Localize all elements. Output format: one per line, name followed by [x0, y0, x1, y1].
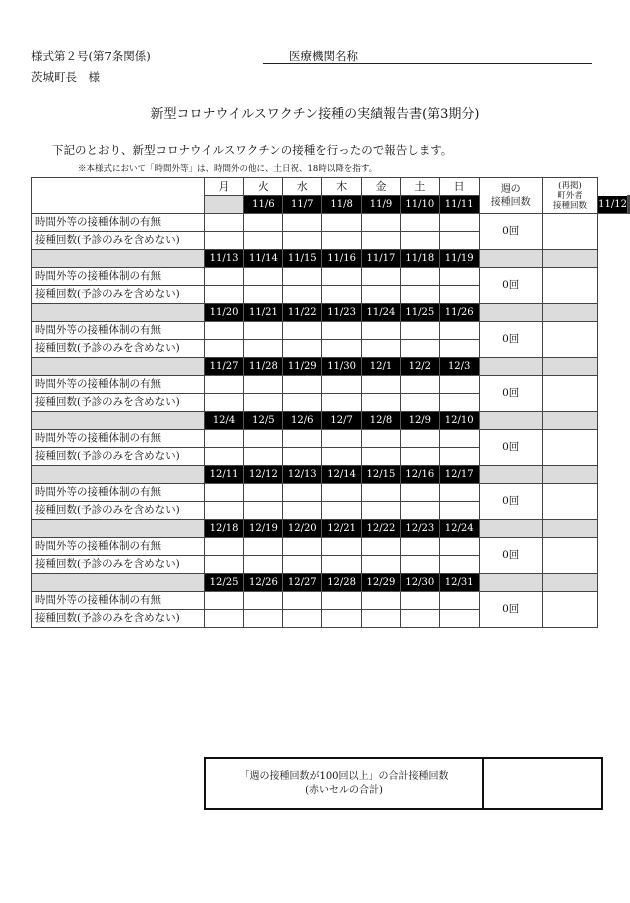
count-input-cell[interactable]: [322, 448, 362, 466]
count-input-cell[interactable]: [439, 340, 479, 358]
count-input-cell[interactable]: [244, 394, 283, 412]
date-cell: 11/8: [322, 196, 362, 214]
system-input-cell[interactable]: [400, 430, 439, 448]
system-input-cell[interactable]: [204, 538, 244, 556]
date-cell: 11/15: [283, 250, 322, 268]
row-label-count: 接種回数(予診のみを含めない): [32, 394, 205, 412]
row-label-count: 接種回数(予診のみを含めない): [32, 232, 205, 250]
count-input-cell[interactable]: [322, 232, 362, 250]
date-cell: 12/6: [283, 412, 322, 430]
system-input-cell[interactable]: [400, 322, 439, 340]
date-cell: 12/24: [439, 520, 479, 538]
system-input-cell[interactable]: [322, 592, 362, 610]
date-cell: 12/26: [244, 574, 283, 592]
system-input-cell[interactable]: [362, 322, 401, 340]
count-input-cell[interactable]: [283, 286, 322, 304]
system-input-cell[interactable]: [244, 376, 283, 394]
row-label-system: 時間外等の接種体制の有無: [32, 592, 205, 610]
system-input-cell[interactable]: [204, 430, 244, 448]
shaded-cell: [629, 196, 630, 214]
system-input-cell[interactable]: [283, 268, 322, 286]
system-input-cell[interactable]: [362, 268, 401, 286]
date-cell: 12/19: [244, 520, 283, 538]
system-input-cell[interactable]: [362, 538, 401, 556]
facility-name-label: 医療機関名称: [289, 49, 358, 63]
shaded-cell: [32, 574, 205, 592]
date-cell: 12/10: [439, 412, 479, 430]
date-cell: 12/27: [283, 574, 322, 592]
count-input-cell[interactable]: [439, 394, 479, 412]
total-label: [205, 758, 483, 809]
shaded-cell: [542, 304, 597, 322]
system-input-cell[interactable]: [439, 268, 479, 286]
outside-count-cell[interactable]: [542, 322, 597, 358]
system-input-cell[interactable]: [322, 376, 362, 394]
corner-cell: [32, 178, 205, 214]
weekly-count-cell: 0回: [479, 376, 542, 412]
system-input-cell[interactable]: [204, 592, 244, 610]
system-input-cell[interactable]: [400, 214, 439, 232]
shaded-cell: [32, 466, 205, 484]
week-date-row: [32, 520, 630, 538]
day-header: 金: [362, 178, 401, 196]
outside-count-cell[interactable]: [542, 268, 597, 304]
week-date-row: [32, 250, 630, 268]
count-input-cell[interactable]: [322, 610, 362, 628]
count-input-cell[interactable]: [400, 502, 439, 520]
system-input-cell[interactable]: [439, 376, 479, 394]
date-cell: 11/17: [362, 250, 401, 268]
system-input-cell[interactable]: [322, 268, 362, 286]
date-cell: 11/20: [204, 304, 244, 322]
shaded-cell: [542, 466, 597, 484]
total-value-field[interactable]: [483, 758, 602, 809]
count-input-cell[interactable]: [439, 448, 479, 466]
row-label-count: 接種回数(予診のみを含めない): [32, 610, 205, 628]
weekly-count-cell: 0回: [479, 214, 542, 250]
shaded-cell: [32, 304, 205, 322]
shaded-cell: [542, 520, 597, 538]
week-date-row: [32, 466, 630, 484]
system-input-cell[interactable]: [204, 376, 244, 394]
date-cell: 11/27: [204, 358, 244, 376]
system-input-cell[interactable]: [322, 430, 362, 448]
shaded-cell: [32, 412, 205, 430]
outside-count-cell[interactable]: [542, 430, 597, 466]
system-input-cell[interactable]: [400, 484, 439, 502]
count-input-cell[interactable]: [204, 394, 244, 412]
count-input-cell[interactable]: [244, 340, 283, 358]
date-cell: 11/24: [362, 304, 401, 322]
count-input-cell[interactable]: [204, 232, 244, 250]
outside-header-line: 接種回数: [552, 200, 587, 211]
date-cell: 11/12: [598, 196, 628, 214]
system-row: [32, 214, 630, 232]
date-cell: 11/16: [322, 250, 362, 268]
shaded-cell: [479, 250, 542, 268]
form-number: 様式第２号(第7条関係): [31, 49, 151, 63]
date-cell: 12/13: [283, 466, 322, 484]
count-input-cell[interactable]: [244, 448, 283, 466]
shaded-cell: [479, 466, 542, 484]
count-input-cell[interactable]: [362, 610, 401, 628]
system-input-cell[interactable]: [362, 592, 401, 610]
row-label-system: 時間外等の接種体制の有無: [32, 214, 205, 232]
weekly-count-cell: 0回: [479, 430, 542, 466]
date-cell: 12/7: [322, 412, 362, 430]
system-input-cell[interactable]: [283, 484, 322, 502]
system-input-cell[interactable]: [439, 484, 479, 502]
shaded-cell: [479, 574, 542, 592]
weekly-count-cell: 0回: [479, 538, 542, 574]
count-input-cell[interactable]: [439, 286, 479, 304]
count-input-cell[interactable]: [400, 394, 439, 412]
system-input-cell[interactable]: [204, 484, 244, 502]
date-cell: 12/2: [400, 358, 439, 376]
shaded-cell: [32, 520, 205, 538]
outside-count-cell[interactable]: [542, 214, 597, 250]
system-input-cell[interactable]: [283, 376, 322, 394]
shaded-cell: [32, 358, 205, 376]
system-row: [32, 322, 630, 340]
date-cell: 11/13: [204, 250, 244, 268]
date-cell: 11/18: [400, 250, 439, 268]
count-input-cell[interactable]: [400, 340, 439, 358]
date-cell: 12/31: [439, 574, 479, 592]
date-cell: 11/30: [322, 358, 362, 376]
count-input-cell[interactable]: [204, 286, 244, 304]
day-header: 木: [322, 178, 362, 196]
date-cell: 11/25: [400, 304, 439, 322]
system-row: [32, 484, 630, 502]
count-input-cell[interactable]: [244, 286, 283, 304]
weekly-count-cell: 0回: [479, 268, 542, 304]
system-input-cell[interactable]: [244, 484, 283, 502]
day-header: 火: [244, 178, 283, 196]
week-date-row: [32, 304, 630, 322]
outside-count-cell[interactable]: [542, 538, 597, 574]
row-label-system: 時間外等の接種体制の有無: [32, 376, 205, 394]
count-input-cell[interactable]: [283, 610, 322, 628]
weekly-count-cell: 0回: [479, 592, 542, 628]
count-input-cell[interactable]: [362, 502, 401, 520]
count-input-cell[interactable]: [362, 286, 401, 304]
count-input-cell[interactable]: [322, 556, 362, 574]
count-input-cell[interactable]: [439, 232, 479, 250]
weekly-count-cell: 0回: [479, 322, 542, 358]
date-cell: 12/11: [204, 466, 244, 484]
date-cell: 12/25: [204, 574, 244, 592]
date-cell: 12/28: [322, 574, 362, 592]
system-input-cell[interactable]: [322, 538, 362, 556]
system-input-cell[interactable]: [283, 592, 322, 610]
shaded-cell: [479, 412, 542, 430]
date-cell: 11/22: [283, 304, 322, 322]
count-input-cell[interactable]: [400, 448, 439, 466]
week-date-row: [32, 358, 630, 376]
system-row: [32, 268, 630, 286]
row-label-system: 時間外等の接種体制の有無: [32, 484, 205, 502]
date-cell: 12/18: [204, 520, 244, 538]
system-input-cell[interactable]: [400, 592, 439, 610]
shaded-cell: [32, 250, 205, 268]
day-header: 日: [439, 178, 479, 196]
date-cell: 11/6: [244, 196, 283, 214]
date-cell: 12/22: [362, 520, 401, 538]
system-input-cell[interactable]: [244, 214, 283, 232]
system-input-cell[interactable]: [244, 592, 283, 610]
date-cell: 12/4: [204, 412, 244, 430]
count-input-cell[interactable]: [204, 448, 244, 466]
count-input-cell[interactable]: [204, 556, 244, 574]
system-input-cell[interactable]: [244, 268, 283, 286]
system-input-cell[interactable]: [362, 430, 401, 448]
date-cell: 11/9: [362, 196, 401, 214]
total-label-line: 「週の接種回数が100回以上」の合計接種回数: [239, 770, 449, 782]
date-cell: 12/8: [362, 412, 401, 430]
count-input-cell[interactable]: [362, 394, 401, 412]
count-input-cell[interactable]: [322, 286, 362, 304]
row-label-count: 接種回数(予診のみを含めない): [32, 556, 205, 574]
shaded-cell: [542, 412, 597, 430]
recipient: 茨城町長 様: [31, 70, 100, 84]
total-table: [204, 757, 603, 810]
count-input-cell[interactable]: [283, 556, 322, 574]
shaded-cell: [479, 304, 542, 322]
system-input-cell[interactable]: [439, 538, 479, 556]
date-cell: 12/14: [322, 466, 362, 484]
facility-name-field[interactable]: [263, 63, 592, 64]
date-cell: 12/16: [400, 466, 439, 484]
weekly-count-header: [479, 178, 542, 214]
shaded-cell: [542, 358, 597, 376]
count-input-cell[interactable]: [322, 394, 362, 412]
date-cell: 12/9: [400, 412, 439, 430]
shaded-cell: [542, 574, 597, 592]
weekly-header-line: 週の: [500, 183, 521, 195]
date-cell: 12/23: [400, 520, 439, 538]
row-label-count: 接種回数(予診のみを含めない): [32, 286, 205, 304]
system-row: [32, 430, 630, 448]
row-label-system: 時間外等の接種体制の有無: [32, 430, 205, 448]
system-row: [32, 376, 630, 394]
system-row: [32, 538, 630, 556]
system-input-cell[interactable]: [322, 322, 362, 340]
count-input-cell[interactable]: [362, 556, 401, 574]
count-input-cell[interactable]: [283, 502, 322, 520]
system-input-cell[interactable]: [244, 322, 283, 340]
system-input-cell[interactable]: [362, 376, 401, 394]
outside-header-line: (再掲): [558, 180, 582, 191]
count-input-cell[interactable]: [322, 502, 362, 520]
system-input-cell[interactable]: [283, 322, 322, 340]
date-cell: 11/28: [244, 358, 283, 376]
date-cell: 12/15: [362, 466, 401, 484]
count-input-cell[interactable]: [362, 232, 401, 250]
date-cell: 12/30: [400, 574, 439, 592]
count-input-cell[interactable]: [283, 340, 322, 358]
system-input-cell[interactable]: [439, 430, 479, 448]
vaccination-table: [31, 177, 630, 628]
date-cell: 11/21: [244, 304, 283, 322]
count-input-cell[interactable]: [362, 448, 401, 466]
row-label-count: 接種回数(予診のみを含めない): [32, 502, 205, 520]
system-input-cell[interactable]: [400, 376, 439, 394]
count-input-cell[interactable]: [244, 610, 283, 628]
date-cell: 12/29: [362, 574, 401, 592]
date-cell: 12/1: [362, 358, 401, 376]
system-input-cell[interactable]: [283, 214, 322, 232]
count-input-cell[interactable]: [400, 286, 439, 304]
day-header: 月: [204, 178, 244, 196]
outside-count-cell[interactable]: [542, 592, 597, 628]
system-input-cell[interactable]: [244, 430, 283, 448]
count-input-cell[interactable]: [244, 502, 283, 520]
date-cell: 11/10: [400, 196, 439, 214]
date-cell: 11/26: [439, 304, 479, 322]
weekly-count-cell: 0回: [479, 484, 542, 520]
system-input-cell[interactable]: [362, 484, 401, 502]
count-input-cell[interactable]: [439, 556, 479, 574]
date-cell: 11/7: [283, 196, 322, 214]
count-input-cell[interactable]: [439, 610, 479, 628]
date-cell: 11/23: [322, 304, 362, 322]
system-input-cell[interactable]: [400, 538, 439, 556]
count-input-cell[interactable]: [204, 502, 244, 520]
date-cell: 11/19: [439, 250, 479, 268]
system-input-cell[interactable]: [283, 430, 322, 448]
system-input-cell[interactable]: [204, 214, 244, 232]
system-input-cell[interactable]: [362, 214, 401, 232]
system-input-cell[interactable]: [322, 214, 362, 232]
date-cell: 12/12: [244, 466, 283, 484]
outside-header-line: 町外者: [557, 190, 583, 201]
system-input-cell[interactable]: [439, 322, 479, 340]
shaded-cell: [479, 358, 542, 376]
system-input-cell[interactable]: [322, 484, 362, 502]
count-input-cell[interactable]: [439, 502, 479, 520]
system-input-cell[interactable]: [204, 268, 244, 286]
document-title: 新型コロナウイルスワクチン接種の実績報告書(第3期分): [150, 107, 480, 122]
count-input-cell[interactable]: [400, 610, 439, 628]
count-input-cell[interactable]: [322, 340, 362, 358]
date-cell: 12/5: [244, 412, 283, 430]
count-input-cell[interactable]: [283, 448, 322, 466]
date-cell: 12/17: [439, 466, 479, 484]
date-cell: 12/3: [439, 358, 479, 376]
weekly-header-line: 接種回数: [490, 196, 531, 208]
system-input-cell[interactable]: [204, 322, 244, 340]
date-cell: 12/20: [283, 520, 322, 538]
count-input-cell[interactable]: [283, 232, 322, 250]
shaded-cell: [204, 196, 244, 214]
outside-count-cell[interactable]: [542, 376, 597, 412]
count-input-cell[interactable]: [362, 340, 401, 358]
row-label-system: 時間外等の接種体制の有無: [32, 268, 205, 286]
total-label-line: (赤いセルの合計): [305, 784, 383, 796]
system-input-cell[interactable]: [400, 268, 439, 286]
row-label-count: 接種回数(予診のみを含めない): [32, 340, 205, 358]
count-input-cell[interactable]: [204, 610, 244, 628]
week-date-row: [32, 574, 630, 592]
date-cell: 11/29: [283, 358, 322, 376]
system-input-cell[interactable]: [439, 592, 479, 610]
date-cell: 11/14: [244, 250, 283, 268]
day-header: 土: [400, 178, 439, 196]
outside-resident-header: [542, 178, 597, 214]
system-input-cell[interactable]: [283, 538, 322, 556]
row-label-system: 時間外等の接種体制の有無: [32, 322, 205, 340]
system-input-cell[interactable]: [439, 214, 479, 232]
row-label-count: 接種回数(予診のみを含めない): [32, 448, 205, 466]
intro-text: 下記のとおり、新型コロナウイルスワクチンの接種を行ったので報告します。: [52, 143, 453, 157]
date-cell: 12/21: [322, 520, 362, 538]
count-input-cell[interactable]: [400, 556, 439, 574]
day-header: 水: [283, 178, 322, 196]
row-label-system: 時間外等の接種体制の有無: [32, 538, 205, 556]
count-input-cell[interactable]: [244, 232, 283, 250]
count-input-cell[interactable]: [283, 394, 322, 412]
week-date-row: [32, 412, 630, 430]
system-input-cell[interactable]: [244, 538, 283, 556]
count-input-cell[interactable]: [204, 340, 244, 358]
count-input-cell[interactable]: [244, 556, 283, 574]
shaded-cell: [542, 250, 597, 268]
count-input-cell[interactable]: [400, 232, 439, 250]
date-cell: 11/11: [439, 196, 479, 214]
outside-count-cell[interactable]: [542, 484, 597, 520]
shaded-cell: [479, 520, 542, 538]
system-row: [32, 592, 630, 610]
note-text: ※本様式において「時間外等」は、時間外の他に、土日祝、18時以降を指す。: [78, 164, 378, 174]
